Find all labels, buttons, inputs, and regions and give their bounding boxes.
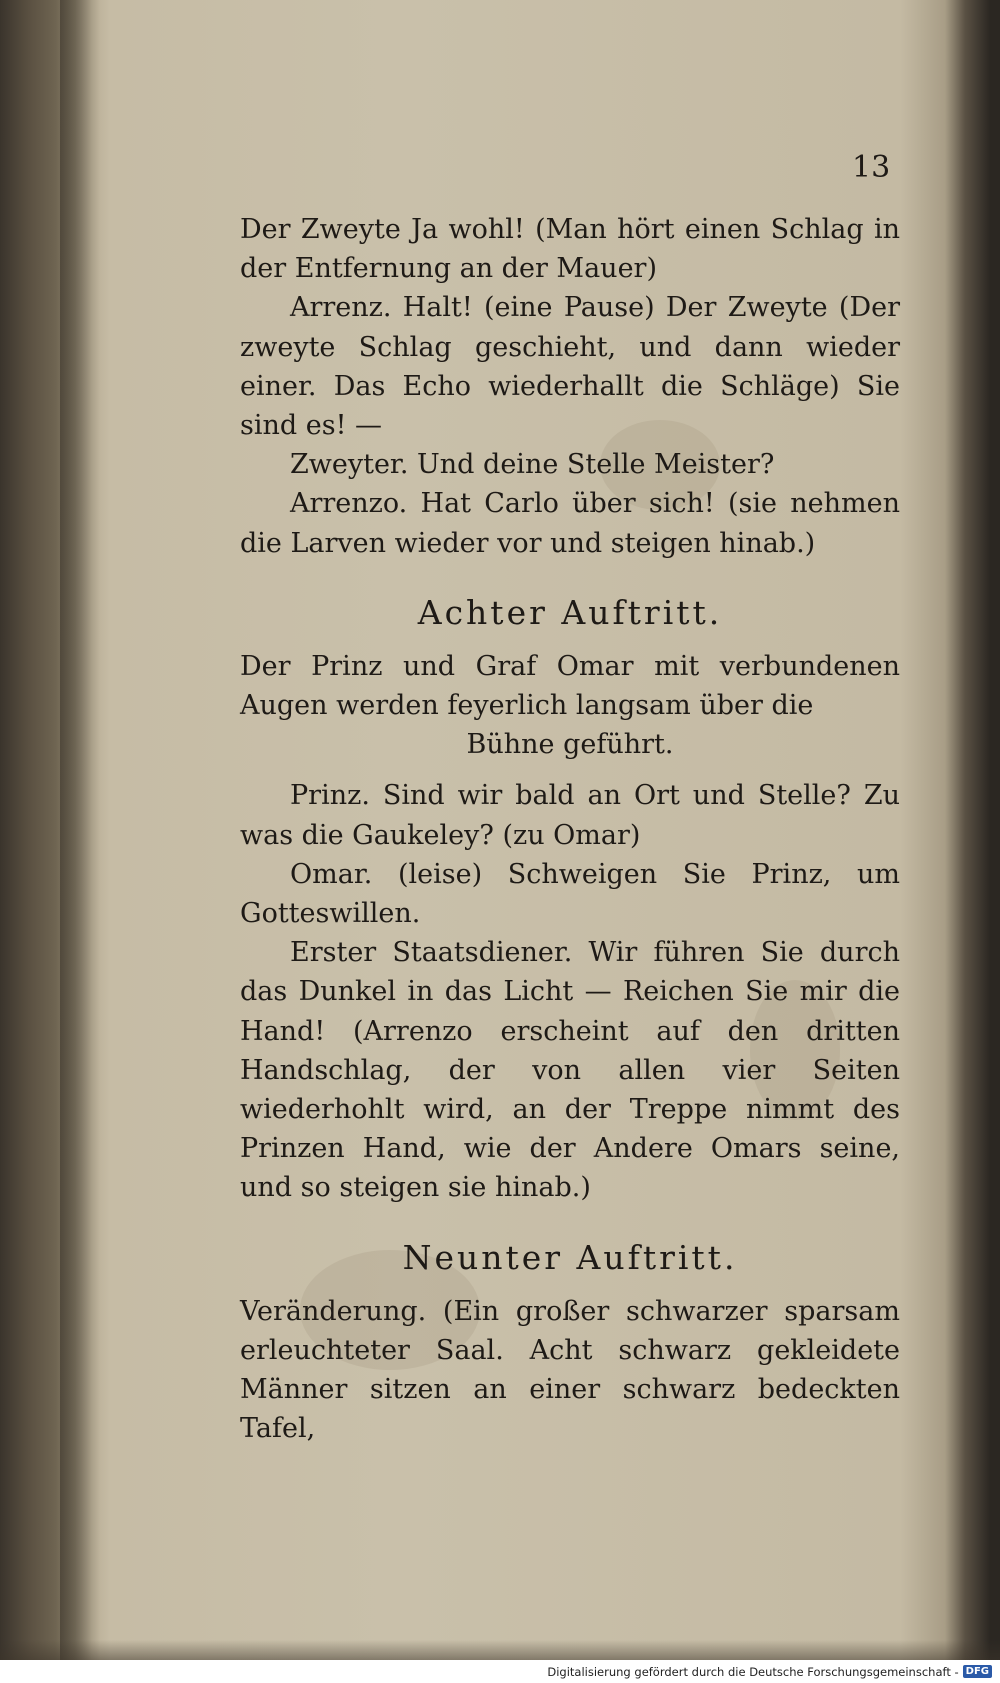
- paragraph: Omar. (leise) Schweigen Sie Prinz, um Gotteswillen.: [240, 858, 900, 930]
- stage-direction: Veränderung. (Ein großer schwarzer sparsam erleuchteter Saal. Acht schwarz gekleidete Männer sitzen an einer schwarz bedeckten Tafel,: [240, 1295, 900, 1445]
- digitization-footer: [0, 1660, 1000, 1683]
- dfg-logo-icon: DFG: [963, 1665, 992, 1678]
- paragraph: Erster Staatsdiener. Wir führen Sie durch das Dunkel in das Licht — Reichen Sie mir die Hand! (Arrenzo erscheint auf den dritten Handschlag, der von allen vier Seiten wiederhohlt wird, an der Treppe nimmt des Prinzen Hand, wie der Andere Omars seine, und so steigen sie hinab.): [240, 937, 900, 1204]
- paragraph: Prinz. Sind wir bald an Ort und Stelle? Zu was die Gaukeley? (zu Omar): [240, 780, 900, 851]
- page-number: 13: [852, 150, 891, 185]
- stage-direction-end: Bühne geführt.: [466, 729, 674, 761]
- page-gutter-shadow: [60, 0, 100, 1683]
- footer-credit: Digitalisierung gefördert durch die Deutsche Forschungsgemeinschaft -: [547, 1664, 959, 1679]
- page-text: [240, 210, 900, 1448]
- paragraph: Der Zweyte Ja wohl! (Man hört einen Schlag in der Entfernung an der Mauer): [240, 214, 900, 285]
- scene-heading: Neunter Auftritt.: [402, 1237, 738, 1277]
- paragraph: Arrenzo. Hat Carlo über sich! (sie nehmen die Larven wieder vor und steigen hinab.): [240, 488, 900, 559]
- page-bottom-shadow: [0, 1640, 1000, 1660]
- paragraph: Arrenz. Halt! (eine Pause) Der Zweyte (Der zweyte Schlag geschieht, und dann wieder einer. Das Echo wiederhallt die Schläge) Sie sind es! —: [240, 292, 900, 442]
- scene-heading: Achter Auftritt.: [417, 592, 723, 632]
- stage-direction: Der Prinz und Graf Omar mit verbundenen Augen werden feyerlich langsam über die: [240, 650, 900, 722]
- paragraph: Zweyter. Und deine Stelle Meister?: [290, 449, 775, 481]
